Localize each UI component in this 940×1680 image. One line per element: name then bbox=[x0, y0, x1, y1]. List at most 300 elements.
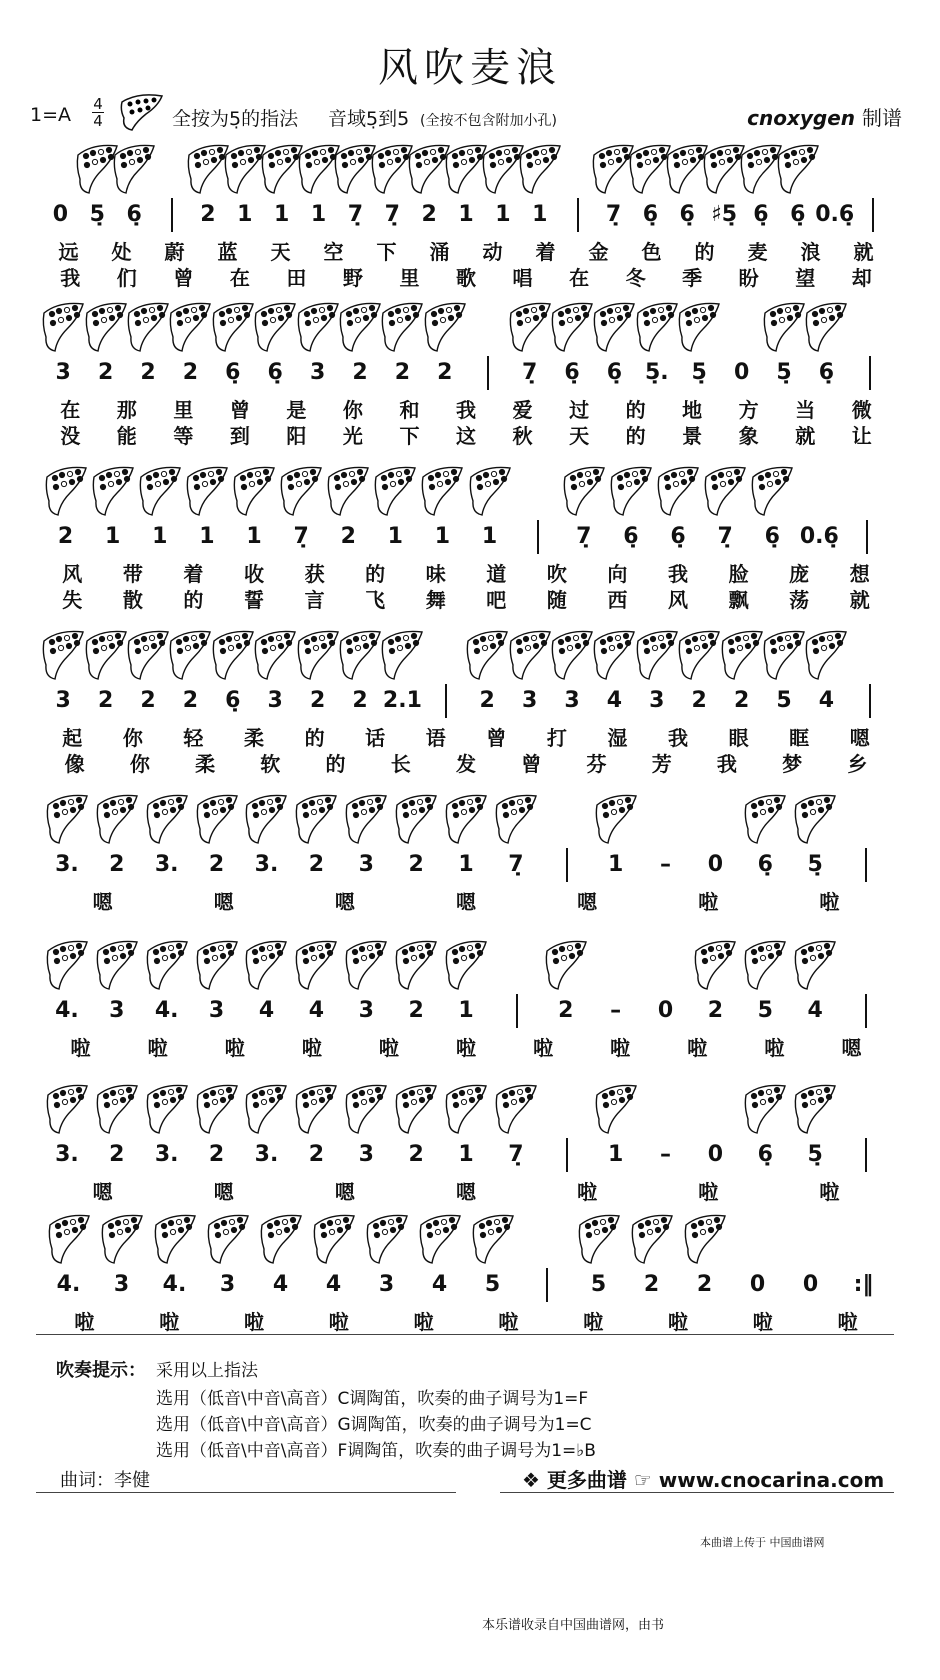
lyric-char: 光 bbox=[342, 424, 363, 448]
note: 6̣ bbox=[818, 360, 835, 385]
upload-note: 本曲谱上传于 中国曲谱网 bbox=[700, 1536, 825, 1549]
lyric-char: 你 bbox=[342, 398, 363, 422]
note: 1 bbox=[152, 524, 168, 549]
note: 4 bbox=[606, 688, 623, 713]
lyric-char: 湿 bbox=[607, 726, 628, 750]
ocarina-fingering-icon bbox=[550, 626, 594, 684]
note: 5̣ bbox=[89, 202, 105, 227]
ocarina-fingering-icon bbox=[195, 790, 239, 848]
lyric-char: 阳 bbox=[286, 424, 307, 448]
lyric-char: 道 bbox=[486, 562, 507, 586]
lyric-char: 爱 bbox=[512, 398, 533, 422]
ocarina-fingering-icon bbox=[232, 462, 276, 520]
note: 2 bbox=[140, 688, 156, 713]
bar-line bbox=[869, 684, 871, 718]
lyric-char: 语 bbox=[425, 726, 446, 750]
note: 4 bbox=[818, 688, 835, 713]
lyric-char: 方 bbox=[738, 398, 759, 422]
note: 3. bbox=[254, 1142, 279, 1167]
ocarina-fingering-icon bbox=[145, 790, 189, 848]
note: 5 bbox=[590, 1272, 607, 1297]
note: 3 bbox=[219, 1272, 236, 1297]
note: 3 bbox=[358, 998, 374, 1023]
note: 4 bbox=[431, 1272, 448, 1297]
lyric-char: 啦 bbox=[413, 1310, 434, 1334]
note: 5 bbox=[484, 1272, 501, 1297]
note: – bbox=[610, 998, 622, 1023]
lyric-char: 啦 bbox=[837, 1310, 858, 1334]
lyric-char: 下 bbox=[399, 424, 420, 448]
note: 2 bbox=[696, 1272, 713, 1297]
note: 2 bbox=[437, 360, 453, 385]
lyric-char: 就 bbox=[849, 588, 870, 612]
ocarina-fingering-icon bbox=[47, 1210, 91, 1268]
note: 1 bbox=[310, 202, 327, 227]
ocarina-fingering-icon bbox=[244, 790, 288, 848]
note: 3 bbox=[649, 688, 665, 713]
note: 0.6̣ bbox=[815, 202, 855, 227]
lyric-char: 嗯 bbox=[841, 1036, 862, 1060]
ocarina-fingering-icon bbox=[126, 298, 170, 356]
lyric-char: 啦 bbox=[244, 1310, 264, 1334]
lyric-char: 望 bbox=[795, 266, 816, 290]
ocarina-fingering-icon bbox=[743, 790, 787, 848]
note: 6̣ bbox=[679, 202, 695, 227]
lyric-char: 收 bbox=[244, 562, 264, 586]
lyric-char: 没 bbox=[60, 424, 81, 448]
lyric-char: 风 bbox=[62, 562, 83, 586]
ocarina-fingering-icon bbox=[279, 462, 323, 520]
ocarina-fingering-icon bbox=[418, 1210, 462, 1268]
ocarina-fingering-icon bbox=[338, 626, 382, 684]
note: 5̣ bbox=[776, 360, 792, 385]
ocarina-fingering-icon bbox=[494, 790, 538, 848]
ocarina-fingering-icon bbox=[793, 936, 837, 994]
ocarina-fingering-icon bbox=[211, 626, 255, 684]
lyric-char: 话 bbox=[365, 726, 386, 750]
lyric-char: 的 bbox=[365, 562, 386, 586]
time-denominator: 4 bbox=[93, 112, 103, 130]
ocarina-fingering-icon bbox=[444, 1080, 488, 1138]
lyric-char: 在 bbox=[569, 266, 590, 290]
note: 6̣ bbox=[267, 360, 283, 385]
note: 6̣ bbox=[764, 524, 780, 549]
note: 3 bbox=[55, 688, 71, 713]
note: 1 bbox=[458, 852, 474, 877]
separator-top bbox=[36, 1334, 894, 1335]
note: 4 bbox=[258, 998, 275, 1023]
lyric-char: 着 bbox=[183, 562, 204, 586]
ocarina-fingering-icon bbox=[195, 936, 239, 994]
note: 2 bbox=[182, 688, 199, 713]
bar-line bbox=[537, 520, 539, 554]
note: 7̣ bbox=[508, 852, 524, 877]
ocarina-fingering-icon bbox=[465, 626, 509, 684]
lyric-char: 啦 bbox=[498, 1310, 519, 1334]
arranger-credit bbox=[747, 102, 902, 131]
note: 6̣ bbox=[126, 202, 142, 227]
range-detail bbox=[420, 108, 557, 130]
note: 2 bbox=[140, 360, 156, 385]
lyric-char: 荡 bbox=[789, 588, 810, 612]
note: 1 bbox=[607, 1142, 624, 1167]
note: 0 bbox=[52, 202, 69, 227]
ocarina-fingering-icon bbox=[793, 790, 837, 848]
lyric-char: 嗯 bbox=[92, 1180, 113, 1204]
lyricist-credit: 曲词：李健 bbox=[60, 1470, 150, 1491]
note: 7̣ bbox=[384, 202, 400, 227]
ocarina-fingering-icon bbox=[45, 790, 89, 848]
lyric-char: 金 bbox=[588, 240, 609, 264]
lyric-char: 你 bbox=[129, 752, 150, 776]
note: 7̣ bbox=[576, 524, 592, 549]
lyric-char: 啦 bbox=[328, 1310, 349, 1334]
note: 2 bbox=[308, 1142, 324, 1167]
lyric-char: 蔚 bbox=[164, 240, 185, 264]
note: 2 bbox=[408, 852, 424, 877]
note: 1 bbox=[458, 998, 474, 1023]
bar-line bbox=[566, 848, 568, 882]
lyric-char: 动 bbox=[482, 240, 503, 264]
lyric-char: 嗯 bbox=[456, 1180, 476, 1204]
note: 4. bbox=[162, 1272, 187, 1297]
ocarina-fingering-icon bbox=[508, 626, 552, 684]
ocarina-fingering-icon bbox=[211, 298, 255, 356]
ocarina-fingering-icon bbox=[253, 298, 297, 356]
lyric-char: 秋 bbox=[512, 424, 533, 448]
ocarina-fingering-icon bbox=[703, 462, 747, 520]
ocarina-fingering-icon bbox=[95, 1080, 139, 1138]
note: 3 bbox=[309, 360, 326, 385]
note: 6̣ bbox=[753, 202, 769, 227]
note: 6̣ bbox=[757, 1142, 773, 1167]
ocarina-fingering-icon bbox=[804, 298, 848, 356]
lyric-char: 我 bbox=[668, 726, 688, 750]
lyric-char: 色 bbox=[641, 240, 662, 264]
note: 2 bbox=[200, 202, 216, 227]
lyric-char: 曾 bbox=[521, 752, 542, 776]
tip-line-3: 选用（低音\中音\高音）G调陶笛，吹奏的曲子调号为1=C bbox=[156, 1415, 592, 1435]
note: 3. bbox=[154, 1142, 179, 1167]
note: 4 bbox=[272, 1272, 289, 1297]
ocarina-fingering-icon bbox=[743, 936, 787, 994]
bar-line bbox=[865, 1138, 867, 1172]
lyric-char: 乡 bbox=[847, 752, 868, 776]
lyric-char: 啦 bbox=[147, 1036, 168, 1060]
note: 7̣ bbox=[508, 1142, 524, 1167]
lyric-char: 长 bbox=[390, 752, 411, 776]
ocarina-fingering-icon bbox=[112, 140, 156, 198]
lyric-char: 盼 bbox=[738, 266, 759, 290]
ocarina-fingering-icon bbox=[550, 298, 594, 356]
separator-footer-left bbox=[36, 1492, 456, 1493]
note: 3 bbox=[521, 688, 538, 713]
note: 2.1 bbox=[382, 688, 422, 713]
lyric-char: 啦 bbox=[687, 1036, 708, 1060]
note: 6̣ bbox=[564, 360, 580, 385]
ocarina-fingering-icon bbox=[594, 1080, 638, 1138]
note: 2 bbox=[408, 998, 424, 1023]
ocarina-fingering-icon bbox=[562, 462, 606, 520]
ocarina-fingering-icon bbox=[720, 626, 764, 684]
lyric-char: 们 bbox=[116, 266, 137, 290]
ocarina-fingering-icon bbox=[494, 1080, 538, 1138]
ocarina-fingering-icon bbox=[44, 462, 88, 520]
note: 1 bbox=[246, 524, 262, 549]
lyric-char: 啦 bbox=[698, 1180, 719, 1204]
note: 2 bbox=[408, 1142, 424, 1167]
lyric-char: 软 bbox=[260, 752, 281, 776]
lyric-char: 柔 bbox=[195, 752, 216, 776]
ocarina-fingering-icon bbox=[84, 626, 128, 684]
note: 6̣ bbox=[623, 524, 639, 549]
lyric-char: 却 bbox=[851, 266, 872, 290]
note: 6̣ bbox=[757, 852, 773, 877]
lyric-char: 我 bbox=[716, 752, 737, 776]
ocarina-fingering-icon bbox=[677, 298, 721, 356]
lyric-char: 眶 bbox=[789, 726, 810, 750]
lyric-char: 啦 bbox=[224, 1036, 245, 1060]
lyric-char: 芬 bbox=[586, 752, 607, 776]
ocarina-fingering-icon bbox=[380, 626, 424, 684]
lyric-char: 获 bbox=[304, 562, 325, 586]
lyric-char: 歌 bbox=[456, 266, 476, 290]
ocarina-fingering-icon bbox=[294, 790, 338, 848]
lyric-char: 像 bbox=[64, 752, 85, 776]
note: 2 bbox=[309, 688, 326, 713]
note: 2 bbox=[643, 1272, 660, 1297]
note: – bbox=[660, 852, 672, 877]
bar-line bbox=[566, 1138, 568, 1172]
note: 0 bbox=[733, 360, 750, 385]
lyric-char: 嗯 bbox=[849, 726, 870, 750]
lyric-char: 嗯 bbox=[213, 890, 234, 914]
lyric-char: 眼 bbox=[728, 726, 749, 750]
lyric-char: 着 bbox=[535, 240, 556, 264]
note: 1 bbox=[458, 1142, 474, 1167]
lyric-char: 在 bbox=[60, 398, 81, 422]
lyric-char: 涌 bbox=[429, 240, 450, 264]
lyric-char: 野 bbox=[342, 266, 363, 290]
note: 2 bbox=[421, 202, 437, 227]
ocarina-fingering-icon bbox=[635, 626, 679, 684]
tip-line-4: 选用（低音\中音\高音）F调陶笛，吹奏的曲子调号为1=♭B bbox=[156, 1441, 596, 1461]
lyric-char: 啦 bbox=[610, 1036, 631, 1060]
lyric-char: 的 bbox=[625, 398, 646, 422]
bar-line bbox=[577, 198, 579, 232]
page-title: 风吹麦浪 bbox=[378, 45, 562, 91]
ocarina-fingering-icon bbox=[312, 1210, 356, 1268]
ocarina-fingering-icon bbox=[776, 140, 820, 198]
note: 2 bbox=[733, 688, 750, 713]
note: 5̣ bbox=[807, 1142, 823, 1167]
ocarina-fingering-icon bbox=[380, 298, 424, 356]
note: 4 bbox=[325, 1272, 342, 1297]
lyric-char: 的 bbox=[694, 240, 715, 264]
bar-line bbox=[516, 994, 518, 1028]
note: :‖ bbox=[853, 1272, 874, 1297]
lyric-char: 让 bbox=[851, 424, 872, 448]
ocarina-fingering-icon bbox=[344, 790, 388, 848]
note: 6̣ bbox=[790, 202, 806, 227]
lyric-char: 唱 bbox=[512, 266, 533, 290]
note: 7̣ bbox=[293, 524, 309, 549]
lyric-char: 蓝 bbox=[217, 240, 238, 264]
note: 2 bbox=[352, 688, 368, 713]
lyric-char: 那 bbox=[116, 398, 137, 422]
note: 3. bbox=[154, 852, 179, 877]
lyric-char: 舞 bbox=[425, 588, 446, 612]
lyric-char: 起 bbox=[62, 726, 83, 750]
note: 2 bbox=[57, 524, 74, 549]
lyric-char: 是 bbox=[286, 398, 307, 422]
note: 1 bbox=[199, 524, 215, 549]
note: 5̣. bbox=[644, 360, 669, 385]
bar-line bbox=[866, 520, 868, 554]
lyric-char: 就 bbox=[853, 240, 874, 264]
tips-label: 吹奏提示： bbox=[56, 1360, 146, 1381]
lyric-char: 啦 bbox=[533, 1036, 554, 1060]
lyric-char: 里 bbox=[399, 266, 420, 290]
note: 7̣ bbox=[521, 360, 538, 385]
ocarina-fingering-icon bbox=[126, 626, 170, 684]
note: 2 bbox=[340, 524, 356, 549]
ocarina-fingering-icon bbox=[244, 1080, 288, 1138]
bar-line bbox=[487, 356, 489, 390]
note: 3 bbox=[358, 1142, 374, 1167]
note: 5̣ bbox=[691, 360, 707, 385]
ocarina-fingering-icon bbox=[45, 936, 89, 994]
ocarina-fingering-icon bbox=[592, 626, 636, 684]
ocarina-fingering-icon bbox=[750, 462, 794, 520]
ocarina-fingering-icon bbox=[253, 626, 297, 684]
lyric-char: 梦 bbox=[782, 752, 803, 776]
note: 4. bbox=[154, 998, 179, 1023]
lyric-char: 啦 bbox=[752, 1310, 773, 1334]
note: 4 bbox=[807, 998, 823, 1023]
lyric-char: 和 bbox=[399, 398, 420, 422]
note: 7̣ bbox=[717, 524, 733, 549]
lyric-char: 啦 bbox=[301, 1036, 322, 1060]
lyric-char: 的 bbox=[325, 752, 346, 776]
lyric-char: 啦 bbox=[583, 1310, 604, 1334]
lyric-char: 轻 bbox=[183, 726, 204, 750]
lyric-char: 味 bbox=[425, 562, 446, 586]
note: 3. bbox=[55, 1142, 79, 1167]
ocarina-fingering-icon bbox=[95, 936, 139, 994]
bar-line bbox=[869, 356, 871, 390]
lyric-char: 啦 bbox=[456, 1036, 476, 1060]
separator-footer-right bbox=[500, 1492, 894, 1493]
lyric-char: 啦 bbox=[698, 890, 719, 914]
note: 2 bbox=[479, 688, 495, 713]
lyric-char: 地 bbox=[682, 398, 703, 422]
note: 1 bbox=[387, 524, 403, 549]
lyric-char: 的 bbox=[304, 726, 325, 750]
lyric-char: 我 bbox=[668, 562, 688, 586]
ocarina-fingering-icon bbox=[195, 1080, 239, 1138]
ocarina-fingering-icon bbox=[294, 936, 338, 994]
lyric-char: 嗯 bbox=[92, 890, 113, 914]
ocarina-fingering-icon bbox=[544, 936, 588, 994]
lyric-char: 曾 bbox=[229, 398, 250, 422]
lyric-char: 嗯 bbox=[577, 890, 598, 914]
lyric-char: 嗯 bbox=[456, 890, 476, 914]
tip-line-1: 采用以上指法 bbox=[156, 1361, 258, 1381]
ocarina-fingering-icon bbox=[185, 462, 229, 520]
ocarina-fingering-icon bbox=[693, 936, 737, 994]
ocarina-fingering-icon bbox=[296, 626, 340, 684]
ocarina-fingering-icon bbox=[793, 1080, 837, 1138]
ocarina-fingering-icon bbox=[592, 298, 636, 356]
ocarina-fingering-icon bbox=[468, 462, 512, 520]
lyric-char: 啦 bbox=[577, 1180, 598, 1204]
ocarina-fingering-icon bbox=[508, 298, 552, 356]
note: 0 bbox=[802, 1272, 819, 1297]
ocarina-fingering-icon bbox=[444, 790, 488, 848]
bar-line bbox=[445, 684, 447, 718]
lyric-char: 曾 bbox=[486, 726, 507, 750]
note: 2 bbox=[109, 1142, 125, 1167]
lyric-char: 这 bbox=[456, 424, 476, 448]
ocarina-fingering-icon bbox=[244, 936, 288, 994]
lyric-char: 空 bbox=[323, 240, 344, 264]
note: 7̣ bbox=[347, 202, 364, 227]
ocarina-fingering-icon bbox=[145, 936, 189, 994]
note: 0.6̣ bbox=[799, 524, 839, 549]
note: 3 bbox=[208, 998, 225, 1023]
ocarina-fingering-icon bbox=[100, 1210, 144, 1268]
lyric-char: 吧 bbox=[486, 588, 507, 612]
lyric-char: 象 bbox=[738, 424, 759, 448]
note: 2 bbox=[208, 852, 225, 877]
lyric-char: 风 bbox=[668, 588, 688, 612]
lyric-char: 啦 bbox=[159, 1310, 180, 1334]
ocarina-fingering-icon bbox=[344, 936, 388, 994]
ocarina-fingering-icon bbox=[206, 1210, 250, 1268]
bar-line bbox=[865, 994, 867, 1028]
lyric-char: 啦 bbox=[70, 1036, 91, 1060]
ocarina-fingering-icon bbox=[394, 1080, 438, 1138]
note: 2 bbox=[208, 1142, 225, 1167]
lyric-char: 向 bbox=[607, 562, 628, 586]
ocarina-fingering-icon bbox=[145, 1080, 189, 1138]
ocarina-fingering-icon bbox=[45, 1080, 89, 1138]
time-signature bbox=[92, 96, 104, 129]
lyric-char: 我 bbox=[456, 398, 476, 422]
lyric-char: 想 bbox=[849, 562, 870, 586]
note: 7̣ bbox=[605, 202, 622, 227]
lyric-char: 到 bbox=[229, 424, 250, 448]
tip-line-2: 选用（低音\中音\高音）C调陶笛，吹奏的曲子调号为1=F bbox=[156, 1389, 589, 1409]
range-detail-text: (全按不包含附加小孔) bbox=[420, 113, 557, 129]
note: 5̣ bbox=[807, 852, 823, 877]
more-scores-link[interactable]: ❖ 更多曲谱 ☞ www.cnocarina.com bbox=[522, 1468, 885, 1492]
note: 2 bbox=[707, 998, 724, 1023]
lyric-char: 芳 bbox=[651, 752, 672, 776]
note: ♯5̣ bbox=[711, 202, 738, 227]
lyric-char: 景 bbox=[682, 424, 703, 448]
bar-line bbox=[872, 198, 874, 232]
ocarina-fingering-icon bbox=[420, 462, 464, 520]
ocarina-fingering-icon bbox=[394, 936, 438, 994]
lyric-char: 我 bbox=[60, 266, 81, 290]
lyric-char: 嗯 bbox=[334, 890, 355, 914]
lyric-char: 在 bbox=[229, 266, 250, 290]
ocarina-fingering-icon bbox=[41, 298, 85, 356]
lyric-char: 天 bbox=[569, 424, 590, 448]
note: 3. bbox=[55, 852, 79, 877]
